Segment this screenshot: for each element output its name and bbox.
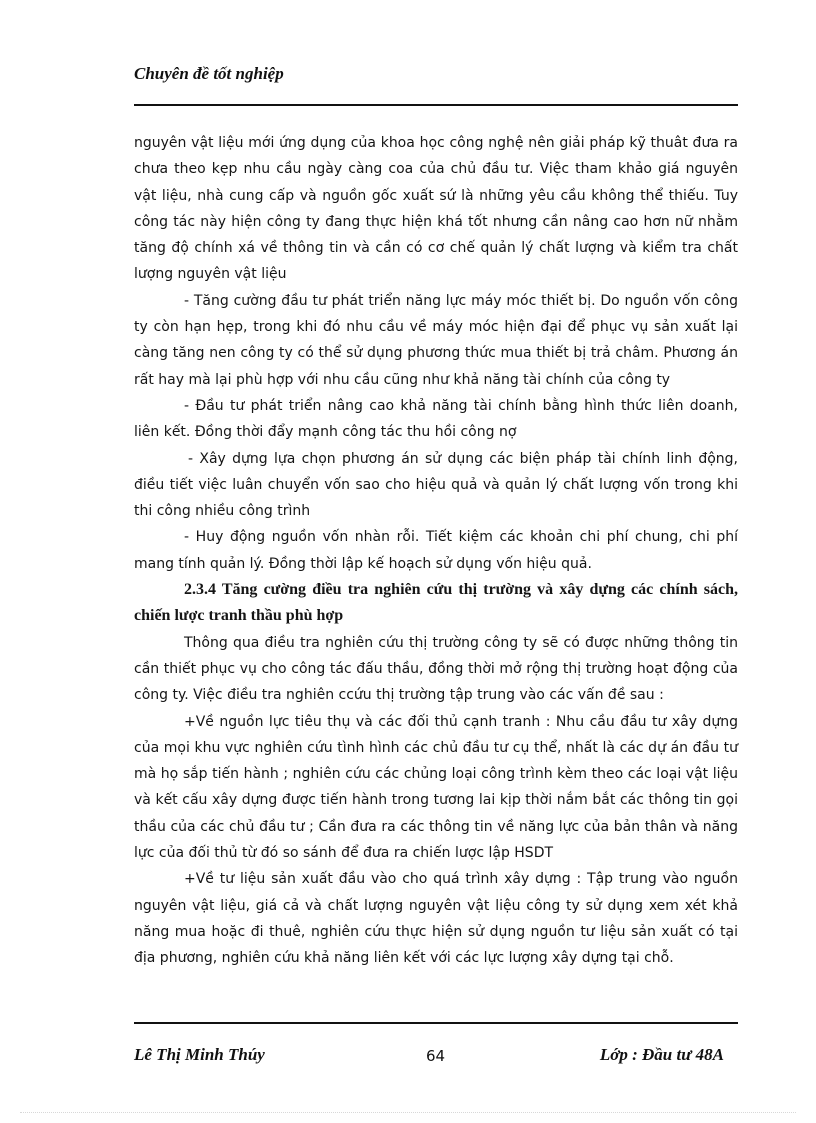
paragraph: +Về nguồn lực tiêu thụ và các đối thủ cạnh tranh : Nhu cầu đầu tư xây dựng của mọi khu vực nghiên cứu tình hình các chủ đầu tư cụ thể, nhất là các dự án đầu tư mà họ sắp tiến hành ; nghiên cứu các chủng loại công trình kèm theo các loại vật liệu và kết cấu xây dựng được tiến hành trong tương lai kịp thời nắm bắt các thông tin gọi thầu của các chủ đầu tư ; Cần đưa ra các thông tin về năng lực của bản thân và năng lực của đối thủ từ đó so sánh để đưa ra chiến lược lập HSDT (134, 713, 738, 862)
document-body (134, 130, 738, 972)
page-edge-divider (20, 1112, 796, 1113)
paragraph: - Xây dựng lựa chọn phương án sử dụng các biện pháp tài chính linh động, điều tiết việc luân chuyển vốn sao cho hiệu quả và quản lý chất lượng vốn trong khi thi công nhiều công trình (134, 450, 738, 520)
paragraph: - Tăng cường đầu tư phát triển năng lực máy móc thiết bị. Do nguồn vốn công ty còn hạn hẹp, trong khi đó nhu cầu về máy móc hiện đại để phục vụ sản xuất lại càng tăng nen công ty có thể sử dụng phương thức mua thiết bị trả châm. Phương án rất hay mà lại phù hợp với nhu cầu cũng như khả năng tài chính của công ty (134, 292, 738, 388)
footer-rule (134, 1022, 738, 1024)
paragraph: nguyên vật liệu mới ứng dụng của khoa học công nghệ nên giải pháp kỹ thuât đưa ra chưa theo kẹp nhu cầu ngày càng coa của chủ đầu tư. Việc tham khảo giá nguyên vật liệu, nhà cung cấp và nguồn gốc xuất sứ là những yêu cầu không thể thiếu. Tuy công tác này hiện công ty đang thực hiện khá tốt nhưng cần nâng cao hơn nữ nhằm tăng độ chính xá về thông tin và cần có cơ chế quản lý chất lượng và kiểm tra chất lượng nguyên vật liệu (134, 135, 738, 283)
header-title: Chuyên đề tốt nghiệp (134, 64, 284, 83)
section-heading: 2.3.4 Tăng cường điều tra nghiên cứu thị trường và xây dựng các chính sách, chiến lược tranh thầu phù hợp (134, 581, 738, 625)
paragraph: Thông qua điều tra nghiên cứu thị trường công ty sẽ có được những thông tin cần thiết phục vụ cho công tác đấu thầu, đồng thời mở rộng thị trường hoạt động của công ty. Việc điều tra nghiên ccứu thị trường tập trung vào các vấn đề sau : (134, 634, 738, 704)
paragraph: - Đầu tư phát triển nâng cao khả năng tài chính bằng hình thức liên doanh, liên kết. Đồng thời đẩy mạnh công tác thu hồi công nợ (134, 397, 738, 441)
header-rule (134, 104, 738, 106)
paragraph: - Huy động nguồn vốn nhàn rỗi. Tiết kiệm các khoản chi phí chung, chi phí mang tính quản lý. Đồng thời lập kế hoạch sử dụng vốn hiệu quả. (134, 529, 738, 572)
page-number: 64 (426, 1047, 446, 1065)
footer-class-label: Lớp : Đầu tư 48A (599, 1045, 724, 1064)
paragraph: +Về tư liệu sản xuất đầu vào cho quá trình xây dựng : Tập trung vào nguồn nguyên vật liệu, giá cả và chất lượng nguyên vật liệu công ty sử dụng xem xét khả năng mua hoặc đi thuê, nghiên cứu thực hiện sử dụng nguồn tư liệu sản xuất có tại địa phương, nghiên cứu khả năng liên kết với các lực lượng xây dựng tại chỗ. (134, 871, 738, 967)
footer-author: Lê Thị Minh Thúy (134, 1045, 265, 1064)
